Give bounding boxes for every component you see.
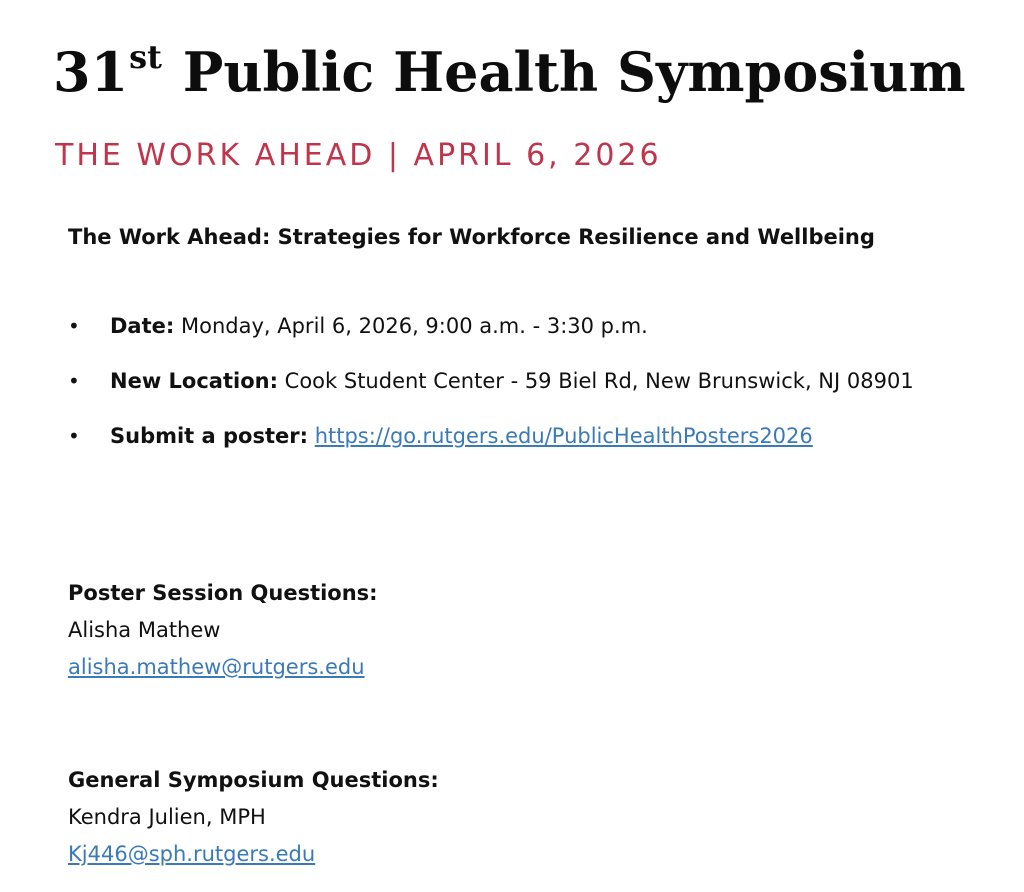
subtitle: THE WORK AHEAD | APRIL 6, 2026 [55, 138, 662, 173]
title-suffix: st [129, 38, 162, 76]
poster-contact-name: Alisha Mathew [68, 618, 221, 642]
detail-poster-submission [68, 418, 968, 454]
bullet-icon: • [68, 424, 80, 448]
title-number: 31 [53, 40, 129, 104]
detail-location [68, 363, 968, 399]
details-list [68, 308, 968, 473]
detail-date [68, 308, 968, 344]
date-value: Monday, April 6, 2026, 9:00 a.m. - 3:30 p.m. [180, 314, 648, 338]
theme-heading: The Work Ahead: Strategies for Workforce Resilience and Wellbeing [68, 225, 875, 249]
general-contact-block [68, 762, 439, 873]
location-label: New Location: [110, 369, 278, 393]
location-value: Cook Student Center - 59 Biel Rd, New Brunswick, NJ 08901 [284, 369, 914, 393]
general-contact-email-link[interactable]: Kj446@sph.rutgers.edu [68, 842, 316, 866]
general-contact-name: Kendra Julien, MPH [68, 805, 266, 829]
poster-submit-label: Submit a poster: [110, 424, 309, 448]
poster-contact-block [68, 575, 378, 686]
page-title [53, 32, 966, 112]
poster-submit-link[interactable]: https://go.rutgers.edu/PublicHealthPosters2026 [314, 424, 813, 448]
poster-contact-email-link[interactable]: alisha.mathew@rutgers.edu [68, 655, 365, 679]
bullet-icon: • [68, 314, 80, 338]
title-text: Public Health Symposium [182, 40, 966, 104]
bullet-icon: • [68, 369, 80, 393]
general-contact-heading: General Symposium Questions: [68, 768, 439, 792]
date-label: Date: [110, 314, 175, 338]
poster-contact-heading: Poster Session Questions: [68, 581, 378, 605]
